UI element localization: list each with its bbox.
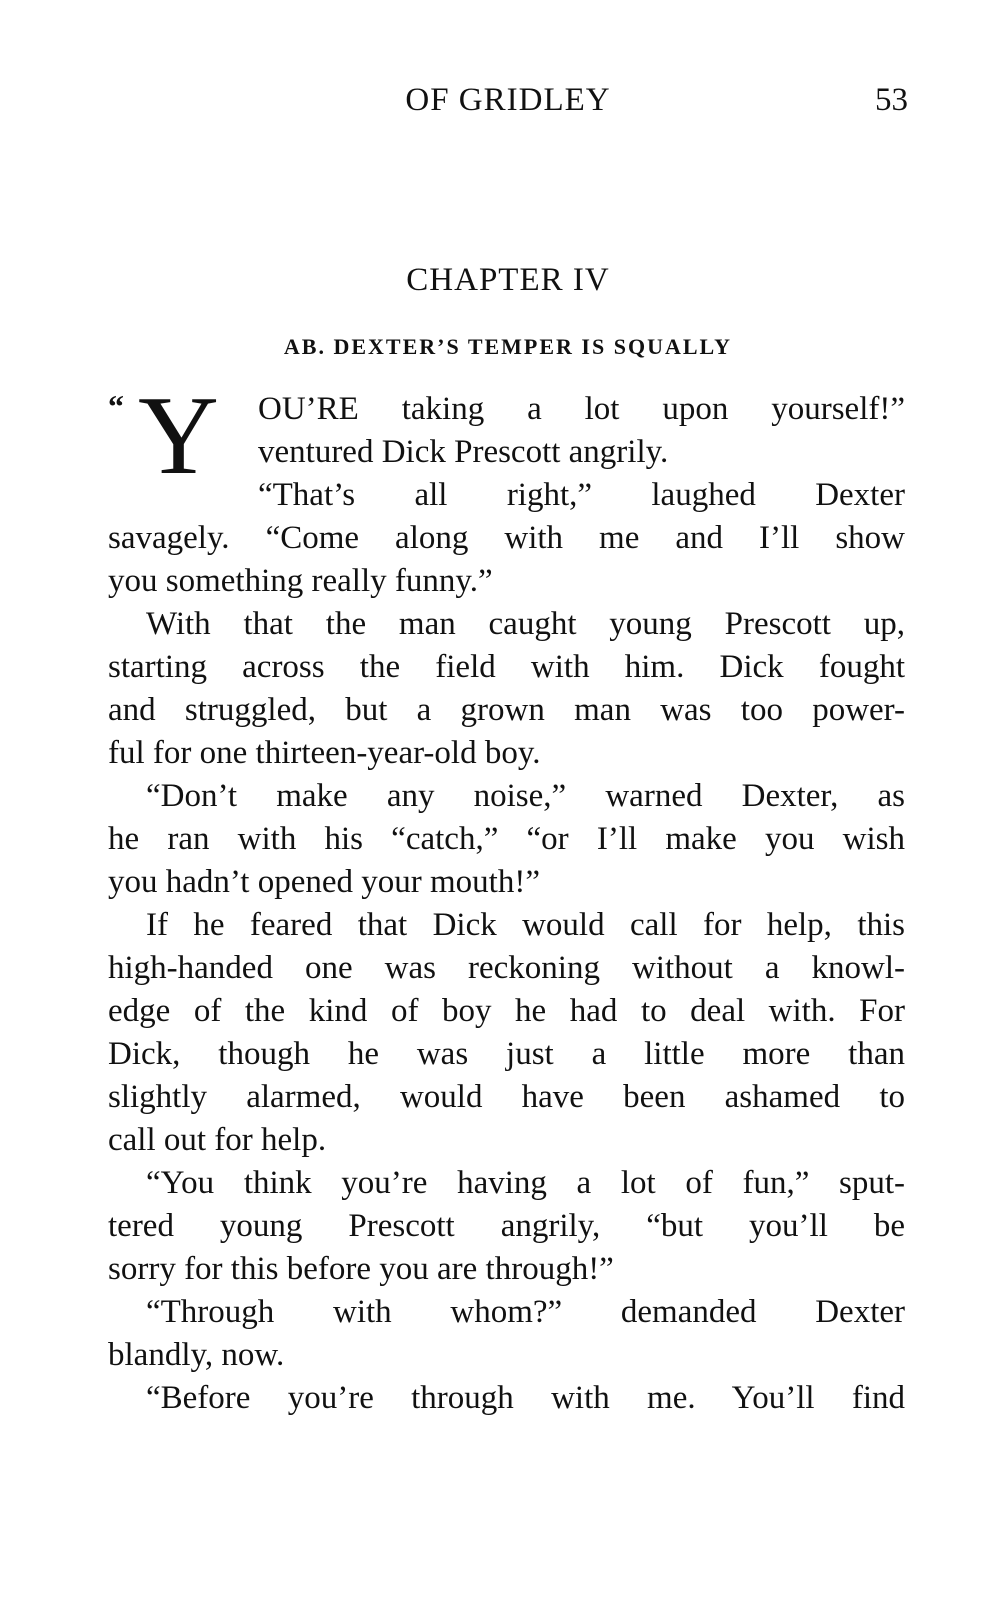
text-line: If he feared that Dick would call for help, this [146, 907, 905, 943]
drop-cap [108, 374, 253, 498]
text-line: you something really funny.” [108, 563, 493, 599]
drop-cap-letter: Y [138, 374, 219, 498]
text-line: blandly, now. [108, 1337, 285, 1373]
text-line: “Through with whom?” demanded Dexter [146, 1294, 905, 1330]
text-line: “Before you’re through with me. You’ll find [146, 1380, 905, 1416]
text-line: slightly alarmed, would have been ashamed to [108, 1079, 905, 1115]
text-line: “You think you’re having a lot of fun,” sput- [146, 1165, 905, 1201]
chapter-subtitle: AB. DEXTER’S TEMPER IS SQUALLY [283, 334, 733, 359]
text-line: high-handed one was reckoning without a knowl- [108, 950, 905, 986]
text-line: savagely. “Come along with me and I’ll show [108, 520, 905, 556]
text-line: sorry for this before you are through!” [108, 1251, 614, 1287]
body-text [108, 374, 905, 1420]
text-line: tered young Prescott angrily, “but you’ll be [108, 1208, 905, 1244]
text-line: and struggled, but a grown man was too power- [108, 692, 905, 728]
drop-cap-quote: “ [108, 388, 124, 424]
text-line: you hadn’t opened your mouth!” [108, 864, 540, 900]
text-line: call out for help. [108, 1122, 327, 1158]
page-number: 53 [875, 82, 908, 118]
running-head [108, 78, 908, 122]
text-line: starting across the field with him. Dick fought [108, 649, 905, 685]
text-line: ful for one thirteen-year-old boy. [108, 735, 541, 771]
text-line: OU’RE taking a lot upon yourself!” [258, 391, 905, 427]
text-line: Dick, though he was just a little more than [108, 1036, 905, 1072]
text-line: “Don’t make any noise,” warned Dexter, as [146, 778, 905, 814]
chapter-title: CHAPTER IV [406, 262, 610, 298]
running-title: OF GRIDLEY [405, 82, 611, 118]
text-line: “That’s all right,” laughed Dexter [258, 477, 905, 513]
text-line: he ran with his “catch,” “or I’ll make you wish [108, 821, 905, 857]
text-line: ventured Dick Prescott angrily. [258, 434, 669, 470]
text-line: With that the man caught young Prescott up, [146, 606, 905, 642]
text-line: edge of the kind of boy he had to deal with. For [108, 993, 905, 1029]
